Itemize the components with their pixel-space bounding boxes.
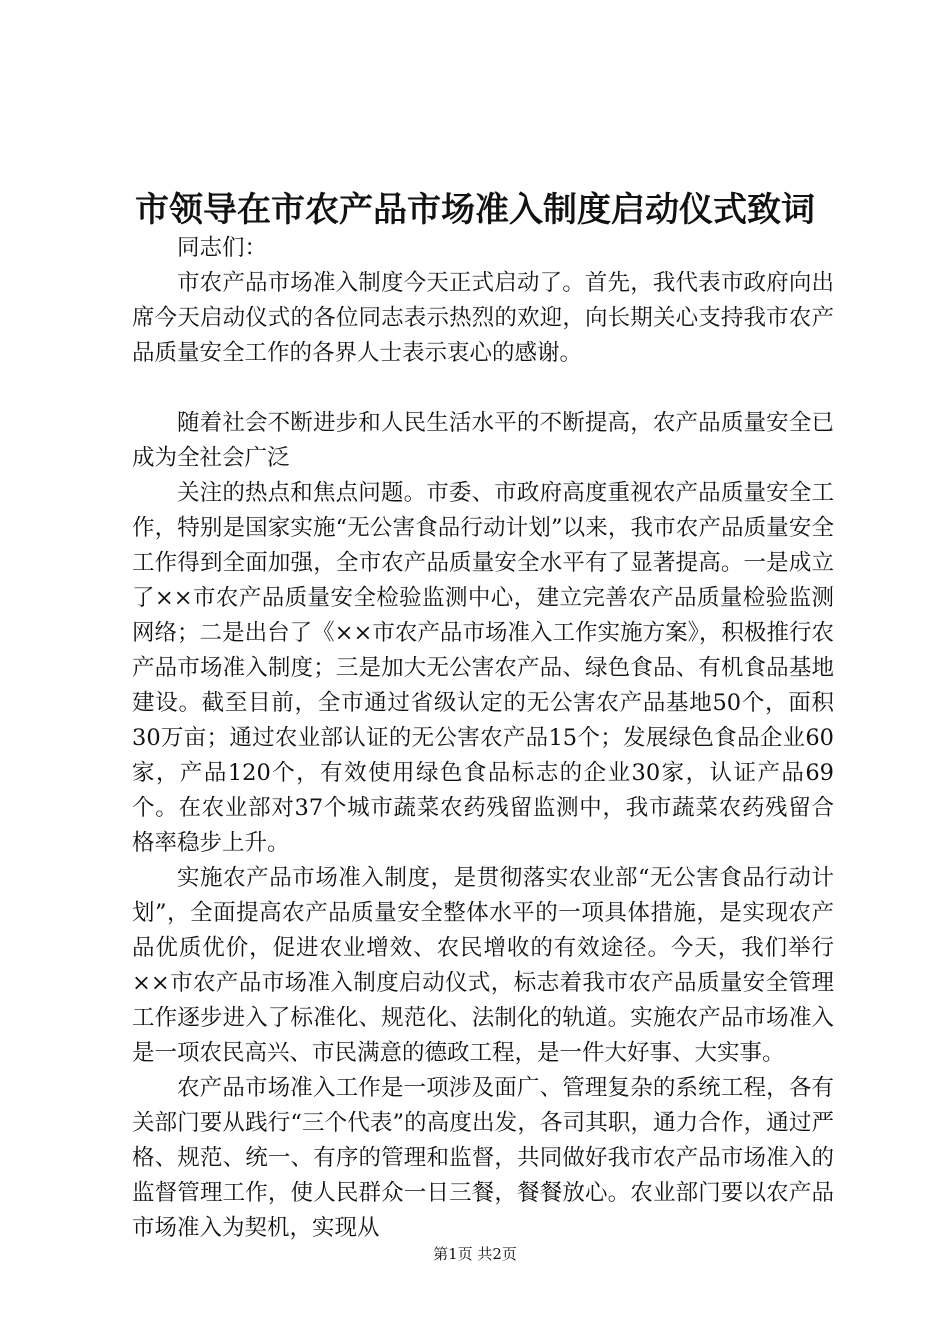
paragraph-1: 市农产品市场准入制度今天正式启动了。首先，我代表市政府向出席今天启动仪式的各位同志表示热烈的欢迎，向长期关心支持我市农产品质量安全工作的各界人士表示衷心的感谢。 [132,270,834,366]
page-footer: 第1页 共2页 [433,1245,517,1263]
salutation: 同志们： [177,235,268,261]
paragraph-5: 农产品市场准入工作是一项涉及面广、管理复杂的系统工程，各有关部门要从践行“三个代表”的高度出发，各司其职，通力合作，通过严格、规范、统一、有序的管理和监督，共同做好我市农产品市场准入的监督管理工作，使人民群众一日三餐，餐餐放心。农业部门要以农产品市场准入为契机，实现从 [132,1075,834,1241]
paragraph-4: 实施农产品市场准入制度，是贯彻落实农业部“无公害食品行动计划”，全面提高农产品质量安全整体水平的一项具体措施，是实现农产品优质优价，促进农业增效、农民增收的有效途径。今天，我们举行××市农产品市场准入制度启动仪式，标志着我市农产品质量安全管理工作逐步进入了标准化、规范化、法制化的轨道。实施农产品市场准入是一项农民高兴、市民满意的德政工程，是一件大好事、大实事。 [132,865,834,1066]
paragraph-3: 关注的热点和焦点问题。市委、市政府高度重视农产品质量安全工作，特别是国家实施“无公害食品行动计划”以来，我市农产品质量安全工作得到全面加强，全市农产品质量安全水平有了显著提高。一是成立了××市农产品质量安全检验监测中心，建立完善农产品质量检验监测网络；二是出台了《××市农产品市场准入工作实施方案》，积极推行农产品市场准入制度；三是加大无公害农产品、绿色食品、有机食品基地建设。截至目前，全市通过省级认定的无公害农产品基地50个，面积30万亩；通过农业部认证的无公害农产品15个；发展绿色食品企业60家，产品120个，有效使用绿色食品标志的企业30家，认证产品69个。在农业部对37个城市蔬菜农药残留监测中，我市蔬菜农药残留合格率稳步上升。 [132,480,834,856]
paragraph-2: 随着社会不断进步和人民生活水平的不断提高，农产品质量安全已成为全社会广泛 [132,410,834,471]
page-title: 市领导在市农产品市场准入制度启动仪式致词 [135,190,815,230]
document-body [132,231,834,1246]
